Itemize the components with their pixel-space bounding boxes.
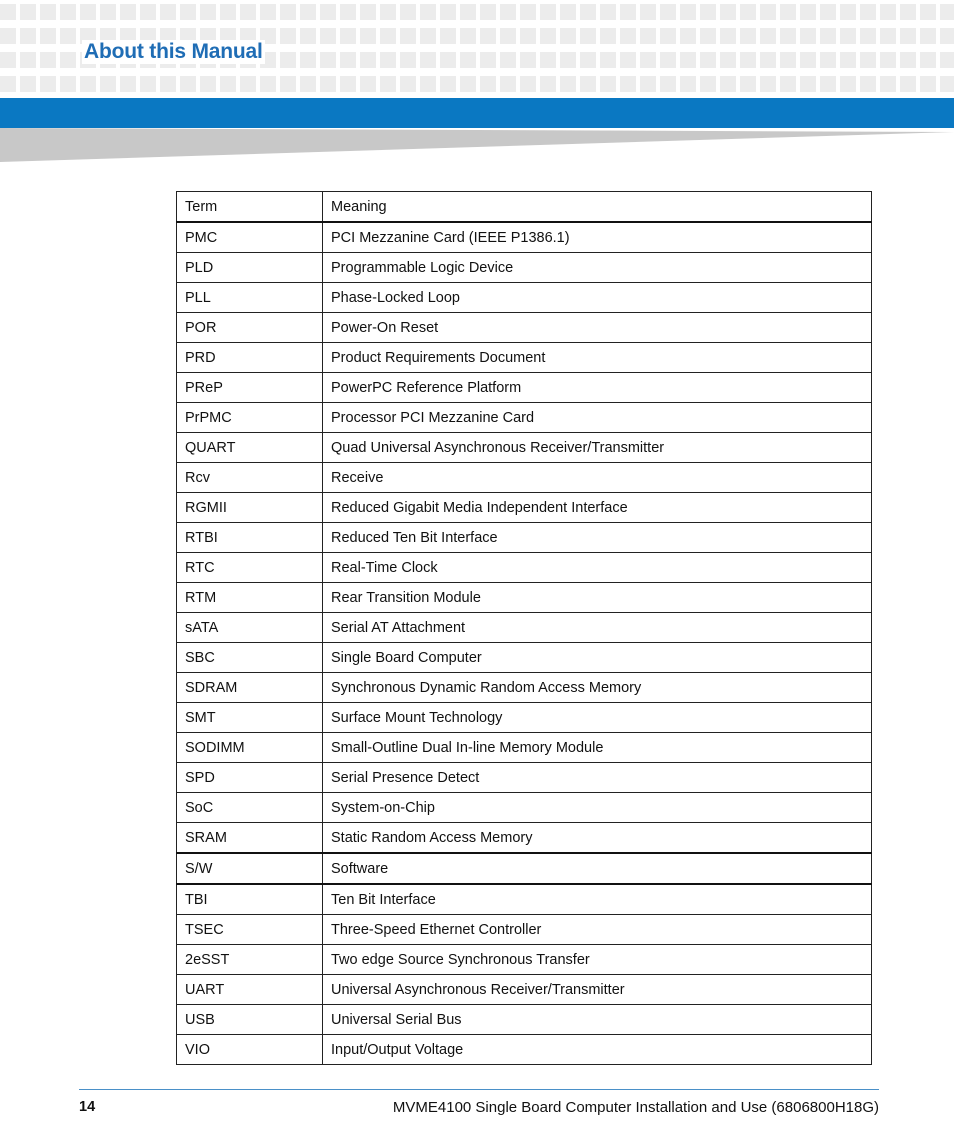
table-row xyxy=(177,975,872,1005)
meaning-cell: Two edge Source Synchronous Transfer xyxy=(323,945,872,975)
meaning-cell: Software xyxy=(323,853,872,884)
meaning-cell: Phase-Locked Loop xyxy=(323,283,872,313)
term-cell: SoC xyxy=(177,793,323,823)
term-cell: PRD xyxy=(177,343,323,373)
term-cell: SDRAM xyxy=(177,673,323,703)
term-cell: RTC xyxy=(177,553,323,583)
meaning-cell: Surface Mount Technology xyxy=(323,703,872,733)
header-wedge xyxy=(0,128,954,164)
meaning-cell: Rear Transition Module xyxy=(323,583,872,613)
table-row xyxy=(177,313,872,343)
table-row xyxy=(177,793,872,823)
table-row xyxy=(177,853,872,884)
meaning-cell: Reduced Gigabit Media Independent Interface xyxy=(323,493,872,523)
table-row xyxy=(177,222,872,253)
term-cell: PMC xyxy=(177,222,323,253)
table-row xyxy=(177,433,872,463)
glossary-table xyxy=(176,191,872,1065)
term-cell: SBC xyxy=(177,643,323,673)
meaning-cell: Input/Output Voltage xyxy=(323,1035,872,1065)
meaning-cell: Product Requirements Document xyxy=(323,343,872,373)
term-cell: USB xyxy=(177,1005,323,1035)
term-cell: PReP xyxy=(177,373,323,403)
term-cell: PLL xyxy=(177,283,323,313)
table-row xyxy=(177,733,872,763)
table-header-row xyxy=(177,192,872,223)
table-row xyxy=(177,643,872,673)
term-cell: Rcv xyxy=(177,463,323,493)
table-row xyxy=(177,403,872,433)
table-row xyxy=(177,583,872,613)
term-cell: S/W xyxy=(177,853,323,884)
term-cell: VIO xyxy=(177,1035,323,1065)
table-row xyxy=(177,523,872,553)
table-row xyxy=(177,373,872,403)
table-row xyxy=(177,823,872,854)
table-row xyxy=(177,763,872,793)
term-cell: 2eSST xyxy=(177,945,323,975)
term-cell: RTBI xyxy=(177,523,323,553)
table-row xyxy=(177,553,872,583)
meaning-cell: Receive xyxy=(323,463,872,493)
term-cell: TSEC xyxy=(177,915,323,945)
term-cell: SODIMM xyxy=(177,733,323,763)
table-row xyxy=(177,915,872,945)
term-cell: RGMII xyxy=(177,493,323,523)
meaning-cell: Small-Outline Dual In-line Memory Module xyxy=(323,733,872,763)
term-cell: SPD xyxy=(177,763,323,793)
table-row xyxy=(177,1005,872,1035)
page-number: 14 xyxy=(79,1099,96,1115)
meaning-cell: Three-Speed Ethernet Controller xyxy=(323,915,872,945)
header-term: Term xyxy=(177,192,323,223)
term-cell: UART xyxy=(177,975,323,1005)
table-row xyxy=(177,613,872,643)
meaning-cell: Quad Universal Asynchronous Receiver/Transmitter xyxy=(323,433,872,463)
header-meaning: Meaning xyxy=(323,192,872,223)
term-cell: TBI xyxy=(177,884,323,915)
meaning-cell: Programmable Logic Device xyxy=(323,253,872,283)
table-row xyxy=(177,884,872,915)
term-cell: POR xyxy=(177,313,323,343)
meaning-cell: Ten Bit Interface xyxy=(323,884,872,915)
meaning-cell: Serial Presence Detect xyxy=(323,763,872,793)
term-cell: SRAM xyxy=(177,823,323,854)
table-row xyxy=(177,493,872,523)
term-cell: PLD xyxy=(177,253,323,283)
meaning-cell: Real-Time Clock xyxy=(323,553,872,583)
table-row xyxy=(177,703,872,733)
meaning-cell: Static Random Access Memory xyxy=(323,823,872,854)
term-cell: RTM xyxy=(177,583,323,613)
table-row xyxy=(177,1035,872,1065)
meaning-cell: PCI Mezzanine Card (IEEE P1386.1) xyxy=(323,222,872,253)
table-row xyxy=(177,945,872,975)
meaning-cell: Reduced Ten Bit Interface xyxy=(323,523,872,553)
meaning-cell: Serial AT Attachment xyxy=(323,613,872,643)
meaning-cell: Universal Asynchronous Receiver/Transmitter xyxy=(323,975,872,1005)
footer-divider xyxy=(79,1089,879,1090)
term-cell: QUART xyxy=(177,433,323,463)
document-title: MVME4100 Single Board Computer Installation and Use (6806800H18G) xyxy=(392,1099,879,1116)
meaning-cell: Power-On Reset xyxy=(323,313,872,343)
header-band xyxy=(0,98,954,128)
term-cell: sATA xyxy=(177,613,323,643)
table-row xyxy=(177,463,872,493)
meaning-cell: Single Board Computer xyxy=(323,643,872,673)
meaning-cell: Synchronous Dynamic Random Access Memory xyxy=(323,673,872,703)
term-cell: SMT xyxy=(177,703,323,733)
meaning-cell: Processor PCI Mezzanine Card xyxy=(323,403,872,433)
meaning-cell: PowerPC Reference Platform xyxy=(323,373,872,403)
page-title: About this Manual xyxy=(84,40,263,63)
table-row xyxy=(177,283,872,313)
meaning-cell: System-on-Chip xyxy=(323,793,872,823)
table-row xyxy=(177,253,872,283)
table-row xyxy=(177,343,872,373)
term-cell: PrPMC xyxy=(177,403,323,433)
table-row xyxy=(177,673,872,703)
meaning-cell: Universal Serial Bus xyxy=(323,1005,872,1035)
